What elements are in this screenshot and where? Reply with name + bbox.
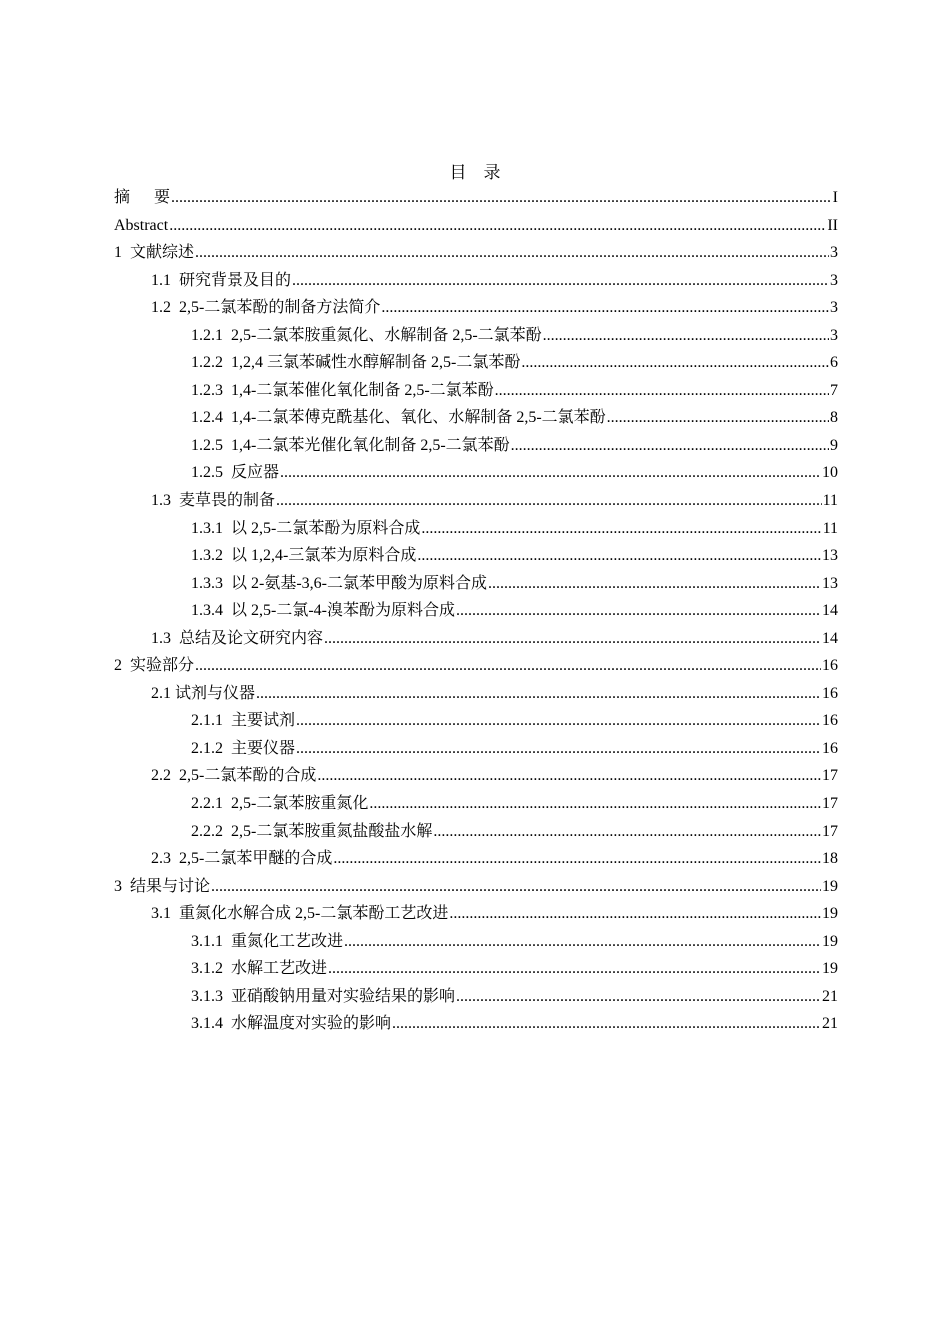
toc-entry-text: 要 bbox=[154, 189, 171, 206]
toc-entry-text: 1,4-二氯苯催化氧化制备 2,5-二氯苯酚 bbox=[231, 381, 494, 399]
toc-leader-dots bbox=[328, 955, 821, 983]
toc-entry-label bbox=[191, 377, 494, 405]
toc-entry-label bbox=[191, 597, 455, 625]
toc-entry-page: 17 bbox=[822, 767, 838, 785]
toc-entry-label bbox=[151, 762, 316, 790]
toc-entry-number: 3.1.4 bbox=[191, 1015, 223, 1033]
toc-entry-label bbox=[191, 349, 520, 377]
toc-leader-dots bbox=[433, 818, 821, 846]
toc-entry-number: 1.3.1 bbox=[191, 519, 223, 537]
toc-entry-number: 1.2.5 bbox=[191, 464, 223, 482]
toc-entry-number: 1 bbox=[114, 244, 122, 262]
toc-entry[interactable] bbox=[114, 459, 838, 487]
toc-entry[interactable] bbox=[114, 845, 838, 873]
toc-entry[interactable] bbox=[114, 184, 838, 212]
toc-entry-text: 亚硝酸钠用量对实验结果的影响 bbox=[231, 987, 456, 1005]
toc-entry-text: 实验部分 bbox=[130, 657, 195, 675]
toc-entry[interactable] bbox=[114, 680, 838, 708]
toc-entry-text: Abstract bbox=[114, 216, 169, 234]
toc-entry[interactable] bbox=[114, 515, 838, 543]
toc-entry-page: 21 bbox=[822, 987, 838, 1005]
toc-entry-number: 1.3.4 bbox=[191, 602, 223, 620]
toc-title: 目 录 bbox=[449, 163, 501, 182]
toc-entry-label bbox=[191, 570, 487, 598]
toc-entry-page: 14 bbox=[822, 629, 838, 647]
toc-entry-page: 19 bbox=[822, 905, 838, 923]
toc-entry-page: 13 bbox=[822, 547, 838, 565]
toc-entry[interactable] bbox=[114, 983, 838, 1011]
toc-entry-text: 1,2,4 三氯苯碱性水醇解制备 2,5-二氯苯酚 bbox=[231, 354, 521, 372]
toc-entry-text: 重氮化水解合成 2,5-二氯苯酚工艺改进 bbox=[179, 905, 449, 923]
toc-entry-text: 以 2,5-二氯-4-溴苯酚为原料合成 bbox=[231, 602, 455, 620]
toc-leader-dots bbox=[256, 680, 821, 708]
toc-entry-number: 2.1.2 bbox=[191, 739, 223, 757]
toc-leader-dots bbox=[280, 459, 821, 487]
toc-entry-label bbox=[191, 459, 279, 487]
toc-leader-dots bbox=[296, 707, 821, 735]
toc-entry-label bbox=[151, 900, 448, 928]
toc-entry-page: 17 bbox=[822, 795, 838, 813]
toc-entry-label bbox=[191, 955, 327, 983]
toc-entry-text: 2,5-二氯苯酚的制备方法简介 bbox=[179, 299, 381, 317]
toc-entry[interactable] bbox=[114, 955, 838, 983]
toc-entry-page: 11 bbox=[822, 492, 838, 510]
toc-entry-page: 16 bbox=[822, 684, 838, 702]
toc-entry-text: 2,5-二氯苯甲醚的合成 bbox=[179, 850, 333, 868]
toc-entry-text: 文献综述 bbox=[130, 244, 195, 262]
toc-leader-dots bbox=[317, 762, 821, 790]
toc-entry-number: 3.1.1 bbox=[191, 932, 223, 950]
toc-entry-label bbox=[114, 184, 170, 212]
toc-entry-text: 1,4-二氯苯傅克酰基化、氧化、水解制备 2,5-二氯苯酚 bbox=[231, 409, 606, 427]
toc-leader-dots bbox=[488, 570, 821, 598]
toc-entry-number: 1.2.5 bbox=[191, 436, 223, 454]
toc-entry-label bbox=[191, 515, 420, 543]
toc-entry-page: 3 bbox=[830, 271, 838, 289]
toc-entry-text: 总结及论文研究内容 bbox=[179, 629, 324, 647]
toc-leader-dots bbox=[543, 322, 829, 350]
toc-entry-label bbox=[114, 873, 210, 901]
toc-leader-dots bbox=[369, 790, 821, 818]
toc-leader-dots bbox=[292, 267, 829, 295]
toc-entry-label bbox=[151, 294, 380, 322]
toc-entry-text: 重氮化工艺改进 bbox=[231, 932, 344, 950]
toc-entry-label bbox=[191, 928, 343, 956]
toc-leader-dots bbox=[333, 845, 821, 873]
toc-entry-text: 1,4-二氯苯光催化氧化制备 2,5-二氯苯酚 bbox=[231, 436, 510, 454]
toc-entry-page: II bbox=[827, 216, 838, 234]
toc-entry[interactable] bbox=[114, 900, 838, 928]
toc-entry[interactable] bbox=[114, 432, 838, 460]
toc-entry-page: 16 bbox=[822, 739, 838, 757]
toc-entry-page: 18 bbox=[822, 850, 838, 868]
toc-entry-number: 1.3.2 bbox=[191, 547, 223, 565]
toc-entry-text: 反应器 bbox=[231, 464, 280, 482]
toc-entry-page: 16 bbox=[822, 657, 838, 675]
toc-entry-number: 1.2.1 bbox=[191, 326, 223, 344]
toc-entry[interactable] bbox=[114, 294, 838, 322]
toc-leader-dots bbox=[511, 432, 829, 460]
toc-entry-page: 8 bbox=[830, 409, 838, 427]
toc-entry[interactable] bbox=[114, 239, 838, 267]
toc-entry-text: 以 2,5-二氯苯酚为原料合成 bbox=[231, 519, 421, 537]
toc-leader-dots bbox=[456, 983, 821, 1011]
toc-entry-label bbox=[114, 212, 168, 240]
toc-entry[interactable] bbox=[114, 212, 838, 240]
toc-entry-label bbox=[114, 239, 194, 267]
toc-entry-number: 1.3.3 bbox=[191, 574, 223, 592]
toc-entry-label bbox=[114, 652, 194, 680]
toc-entry-label bbox=[191, 790, 368, 818]
toc-entry-number: 摘 bbox=[114, 189, 131, 206]
toc-leader-dots bbox=[344, 928, 821, 956]
toc-entry-number: 3.1.3 bbox=[191, 987, 223, 1005]
toc-entry-page: 13 bbox=[822, 574, 838, 592]
toc-entry-text: 麦草畏的制备 bbox=[179, 492, 276, 510]
toc-entry[interactable] bbox=[114, 597, 838, 625]
toc-leader-dots bbox=[521, 349, 829, 377]
toc-entry-label bbox=[191, 735, 295, 763]
toc-entry[interactable] bbox=[114, 707, 838, 735]
toc-entry-page: 14 bbox=[822, 602, 838, 620]
toc-leader-dots bbox=[211, 873, 821, 901]
toc-entry-number: 1.3 bbox=[151, 492, 171, 510]
toc-entry-number: 3.1.2 bbox=[191, 960, 223, 978]
toc-entry-text: 主要仪器 bbox=[231, 739, 296, 757]
toc-entry-text: 2.1 试剂与仪器 bbox=[151, 684, 256, 702]
toc-entry[interactable] bbox=[114, 735, 838, 763]
toc-entry[interactable] bbox=[114, 267, 838, 295]
toc-entry[interactable] bbox=[114, 487, 838, 515]
toc-entry-text: 水解温度对实验的影响 bbox=[231, 1015, 392, 1033]
toc-leader-dots bbox=[421, 515, 821, 543]
toc-entry-label bbox=[191, 542, 416, 570]
toc-entry-label bbox=[151, 487, 275, 515]
toc-entry-number: 2.3 bbox=[151, 850, 171, 868]
toc-entry-page: 19 bbox=[822, 877, 838, 895]
toc-entry-text: 2,5-二氯苯胺重氮化 bbox=[231, 795, 369, 813]
toc-entry-number: 3.1 bbox=[151, 905, 171, 923]
toc-entry-number: 2.2.2 bbox=[191, 822, 223, 840]
toc-leader-dots bbox=[276, 487, 822, 515]
toc-entry-text: 水解工艺改进 bbox=[231, 960, 328, 978]
toc-entry-text: 2,5-二氯苯胺重氮化、水解制备 2,5-二氯苯酚 bbox=[231, 326, 542, 344]
toc-list bbox=[114, 184, 838, 1038]
toc-entry-page: 7 bbox=[830, 381, 838, 399]
toc-entry-label bbox=[151, 845, 332, 873]
toc-entry-page: 6 bbox=[830, 354, 838, 372]
toc-entry-page: 10 bbox=[822, 464, 838, 482]
toc-entry-label bbox=[191, 1010, 391, 1038]
toc-entry-number: 3 bbox=[114, 877, 122, 895]
toc-entry-page: 3 bbox=[830, 326, 838, 344]
toc-entry-text: 主要试剂 bbox=[231, 712, 296, 730]
toc-entry-number: 1.1 bbox=[151, 271, 171, 289]
toc-entry-number: 2 bbox=[114, 657, 122, 675]
toc-entry[interactable] bbox=[114, 349, 838, 377]
toc-entry-label bbox=[151, 267, 291, 295]
toc-entry-text: 以 2-氨基-3,6-二氯苯甲酸为原料合成 bbox=[231, 574, 487, 592]
toc-entry-label bbox=[151, 625, 323, 653]
toc-entry-number: 1.2.2 bbox=[191, 354, 223, 372]
toc-entry[interactable] bbox=[114, 542, 838, 570]
toc-entry[interactable] bbox=[114, 928, 838, 956]
toc-entry[interactable] bbox=[114, 625, 838, 653]
toc-entry-text: 结果与讨论 bbox=[130, 877, 211, 895]
toc-entry-label bbox=[191, 818, 432, 846]
toc-entry[interactable] bbox=[114, 322, 838, 350]
toc-entry-label bbox=[191, 707, 295, 735]
toc-entry-page: 9 bbox=[830, 436, 838, 454]
toc-leader-dots bbox=[449, 900, 821, 928]
toc-entry-number: 1.2.3 bbox=[191, 381, 223, 399]
toc-entry-label bbox=[191, 322, 542, 350]
toc-leader-dots bbox=[324, 625, 821, 653]
toc-entry-label bbox=[191, 983, 455, 1011]
toc-entry-page: 11 bbox=[822, 519, 838, 537]
toc-leader-dots bbox=[495, 377, 829, 405]
toc-entry-text: 研究背景及目的 bbox=[179, 271, 292, 289]
toc-entry-text: 2,5-二氯苯胺重氮盐酸盐水解 bbox=[231, 822, 433, 840]
toc-entry-page: 21 bbox=[822, 1015, 838, 1033]
toc-entry[interactable] bbox=[114, 404, 838, 432]
toc-entry[interactable] bbox=[114, 570, 838, 598]
toc-entry-page: 16 bbox=[822, 712, 838, 730]
toc-entry-page: 3 bbox=[830, 244, 838, 262]
toc-leader-dots bbox=[456, 597, 821, 625]
toc-entry[interactable] bbox=[114, 1010, 838, 1038]
toc-leader-dots bbox=[392, 1010, 821, 1038]
toc-leader-dots bbox=[195, 239, 829, 267]
toc-entry-number: 1.2 bbox=[151, 299, 171, 317]
toc-entry-page: 19 bbox=[822, 960, 838, 978]
toc-leader-dots bbox=[381, 294, 829, 322]
toc-entry-number: 1.2.4 bbox=[191, 409, 223, 427]
toc-leader-dots bbox=[607, 404, 829, 432]
toc-entry-label bbox=[191, 404, 606, 432]
toc-entry-number: 2.1.1 bbox=[191, 712, 223, 730]
toc-entry-page: 17 bbox=[822, 822, 838, 840]
toc-entry-label bbox=[151, 680, 255, 708]
toc-entry-page: 19 bbox=[822, 932, 838, 950]
toc-entry-number: 2.2 bbox=[151, 767, 171, 785]
toc-entry[interactable] bbox=[114, 818, 838, 846]
toc-entry-label bbox=[191, 432, 510, 460]
toc-leader-dots bbox=[417, 542, 821, 570]
toc-entry[interactable] bbox=[114, 377, 838, 405]
toc-entry-number: 2.2.1 bbox=[191, 795, 223, 813]
toc-leader-dots bbox=[296, 735, 821, 763]
toc-entry[interactable] bbox=[114, 873, 838, 901]
toc-leader-dots bbox=[171, 184, 832, 212]
toc-entry-text: 以 1,2,4-三氯苯为原料合成 bbox=[231, 547, 417, 565]
toc-leader-dots bbox=[169, 212, 826, 240]
toc-entry[interactable] bbox=[114, 762, 838, 790]
toc-entry-page: 3 bbox=[830, 299, 838, 317]
toc-entry[interactable] bbox=[114, 790, 838, 818]
toc-entry-number: 1.3 bbox=[151, 629, 171, 647]
toc-entry-text: 2,5-二氯苯酚的合成 bbox=[179, 767, 317, 785]
toc-entry[interactable] bbox=[114, 652, 838, 680]
toc-leader-dots bbox=[195, 652, 821, 680]
toc-entry-page: I bbox=[832, 189, 838, 206]
